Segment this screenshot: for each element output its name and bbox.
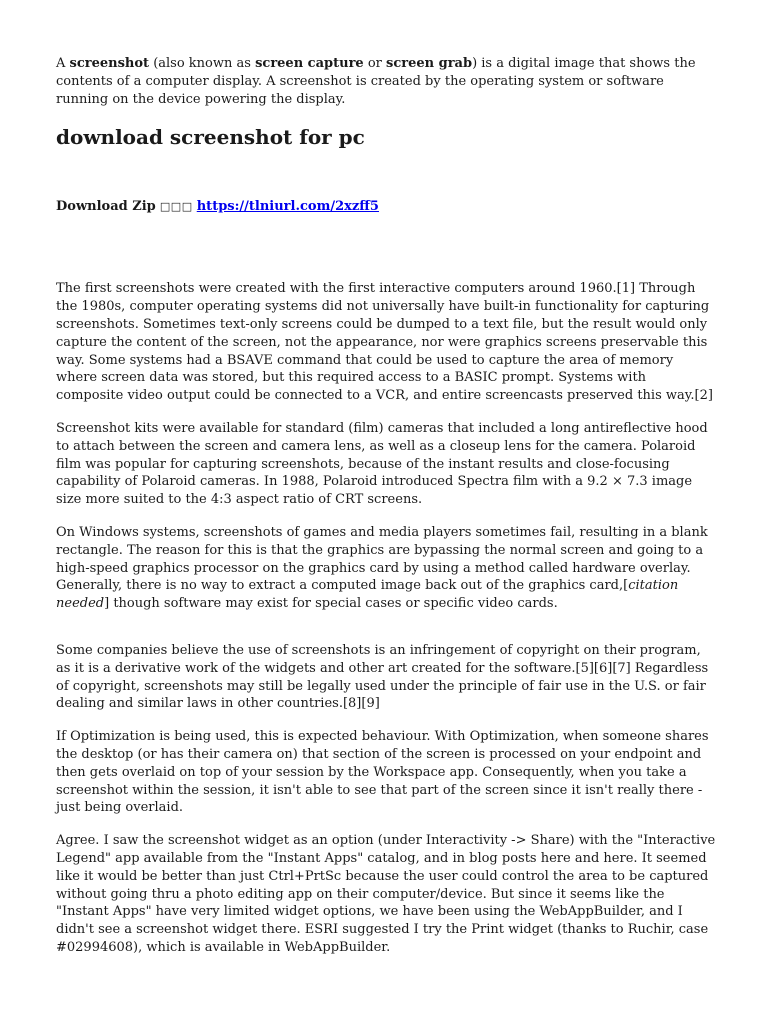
paragraph-screenshot-kits: Screenshot kits were available for standard (film) cameras that included a long antireflective hood to attach between the screen and camera lens, as well as a closeup lens for the camera. Polaroid film was popular for capturing screenshots, because of the instant results and close-focusing capability of Polaroid cameras. In 1988, Polaroid introduced Spectra film with a 9.2 × 7.3 image size more suited to the 4:3 aspect ratio of CRT screens.: [56, 420, 708, 508]
arrow-glyphs-icon: □□□: [159, 200, 193, 214]
paragraph-copyright: Some companies believe the use of screenshots is an infringement of copyright on their program, as it is a derivative work of the widgets and other art created for the software.[5][6][7] Regardless of copyright, screenshots may still be legally used under the principle of fair use in the U.S. or fair dealing and similar laws in other countries.[8][9]: [56, 642, 709, 712]
download-link[interactable]: https://tlniurl.com/2xzff5: [196, 199, 379, 215]
intro-text-3: or: [363, 56, 386, 71]
citation-needed: citation needed: [56, 578, 679, 612]
paragraph-optimization: If Optimization is being used, this is expected behaviour. With Optimization, when someone shares the desktop (or has their camera on) that section of the screen is processed on your endpoint and then gets overlaid on top of your session by the Workspace app. Consequently, when you take a screenshot within the session, it isn't able to see that part of the screen since it isn't really there - just being overlaid.: [56, 729, 709, 816]
intro-text-2: (also known as: [149, 56, 256, 71]
term-screenshot: screenshot: [69, 56, 150, 71]
download-label: Download Zip: [56, 199, 156, 215]
download-line: [56, 198, 714, 216]
page-heading: download screenshot for pc: [56, 125, 365, 150]
windows-text-b: ] though software may exist for special cases or specific video cards.: [104, 596, 558, 612]
paragraph-widget: Agree. I saw the screenshot widget as an option (under Interactivity -> Share) with the "Interactive Legend" app available from the "Instant Apps" catalog, and in blog posts here and here. It seemed like it would be better than just Ctrl+PrtSc because the user could control the area to be captured without going thru a photo editing app on their computer/device. But since it seems like the "Instant Apps" have very limited widget options, we have been using the WebAppBuilder, and I didn't see a screenshot widget there. ESRI suggested I try the Print widget (thanks to Ruchir, case #02994608), which is available in WebAppBuilder.: [56, 833, 716, 955]
windows-text-a: On Windows systems, screenshots of games and media players sometimes fail, resulting in a blank rectangle. The reason for this is that the graphics are bypassing the normal screen and going to a high-speed graphics processor on the graphics card by using a method called hardware overlay. Generally, there is no way to extract a computed image back out of the graphics card,[: [56, 524, 708, 594]
intro-text-4: ) is a digital image that shows the contents of a computer display. A screenshot is created by the operating system or software running on the device powering the display.: [56, 56, 696, 107]
intro-text-1: A: [56, 56, 70, 71]
intro-paragraph: [56, 55, 716, 108]
paragraph-history: The first screenshots were created with the first interactive computers around 1960.[1] Through the 1980s, computer operating systems did not universally have built-in functionality for capturing screenshots. Sometimes text-only screens could be dumped to a text file, but the result would only capture the content of the screen, not the appearance, nor were graphics screens preservable this way. Some systems had a BSAVE command that could be used to capture the area of memory where screen data was stored, but this required access to a BASIC prompt. Systems with composite video output could be connected to a VCR, and entire screencasts preserved this way.[2]: [56, 281, 713, 404]
term-screen-capture: screen capture: [255, 56, 364, 71]
paragraph-windows-overlay: [56, 524, 716, 613]
term-screen-grab: screen grab: [386, 56, 473, 71]
